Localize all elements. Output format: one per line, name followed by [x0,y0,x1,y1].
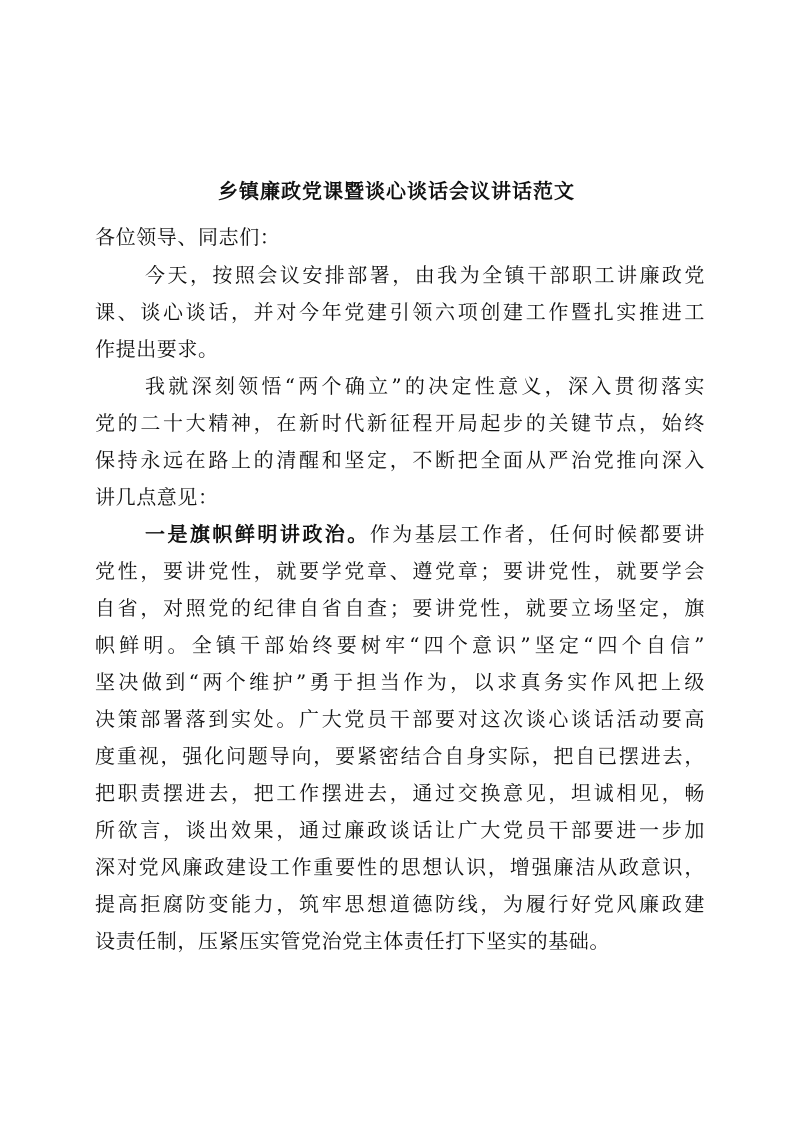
paragraph-3-heading: 一是旗帜鲜明讲政治。 [145,522,370,546]
paragraph-3-line-11: 提高拒腐防变能力，筑牢思想道德防线，为履行好党风廉政建 [95,892,705,916]
paragraph-2-line-1: 我就深刻领悟“两个确立”的决定性意义，深入贯彻落实 [145,374,705,398]
paragraph-3-line-2: 党性，要讲党性，就要学党章、遵党章；要讲党性，就要学会 [95,559,705,583]
paragraph-3-line-7: 度重视，强化问题导向，要紧密结合自身实际，把自已摆进去， [95,744,705,768]
greeting: 各位领导、同志们： [95,225,281,249]
paragraph-2-line-3: 保持永远在路上的清醒和坚定，不断把全面从严治党推向深入 [95,448,705,472]
paragraph-1-line-2: 课、谈心谈话，并对今年党建引领六项创建工作暨扎实推进工 [95,300,705,324]
paragraph-3-line-6: 决策部署落到实处。广大党员干部要对这次谈心谈话活动要高 [95,707,705,731]
paragraph-3-line-12: 设责任制，压紧压实管党治党主体责任打下坚实的基础。 [95,929,610,953]
paragraph-3-line-9: 所欲言，谈出效果，通过廉政谈话让广大党员干部要进一步加 [95,818,705,842]
paragraph-3-line-1-rest: 作为基层工作者，任何时候都要讲 [369,522,705,546]
paragraph-3-line-8: 把职责摆进去，把工作摆进去，通过交换意见，坦诚相见，畅 [95,781,705,805]
paragraph-1-line-3: 作提出要求。 [95,337,219,361]
paragraph-3-line-10: 深对党风廉政建设工作重要性的思想认识，增强廉洁从政意识， [95,855,705,879]
paragraph-3-line-1 [145,519,705,549]
document-title: 乡镇廉政党课暨谈心谈话会议讲话范文 [218,179,575,203]
paragraph-3-line-4: 帜鲜明。全镇干部始终要树牢“四个意识”坚定“四个自信” [95,633,705,657]
paragraph-1-line-1: 今天，按照会议安排部署，由我为全镇干部职工讲廉政党 [145,263,705,287]
paragraph-2-line-2: 党的二十大精神，在新时代新征程开局起步的关键节点，始终 [95,411,705,435]
paragraph-3-line-5: 坚决做到“两个维护”勇于担当作为，以求真务实作风把上级 [95,670,705,694]
paragraph-3-line-3: 自省，对照党的纪律自省自查；要讲党性，就要立场坚定，旗 [95,596,705,620]
paragraph-2-line-4: 讲几点意见： [95,485,219,509]
